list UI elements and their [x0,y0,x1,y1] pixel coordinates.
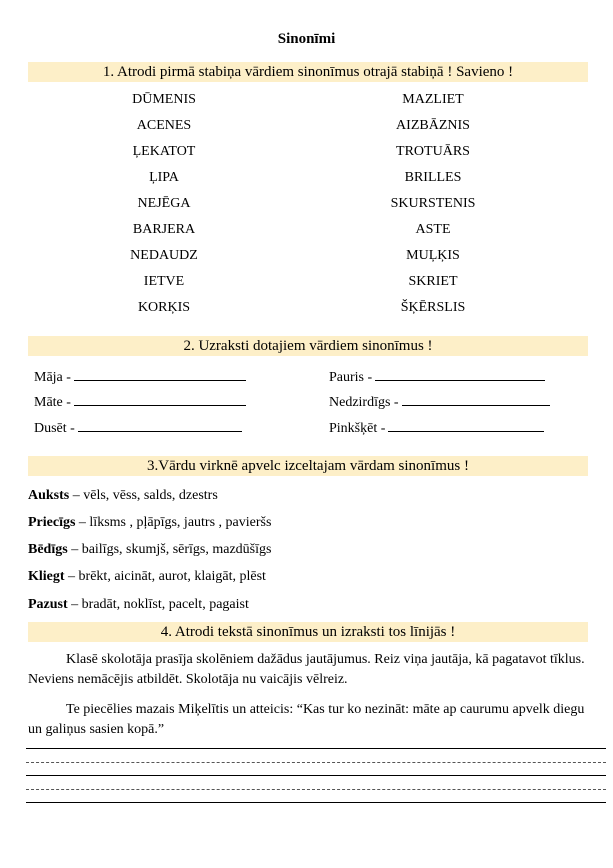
task1-left-word[interactable]: ĻIPA [149,170,179,185]
task3-heading: 3.Vārdu virknē apvelc izceltajam vārdam sinonīmus ! [28,456,588,476]
task2-word: Pinkšķēt - [329,421,386,436]
task1-right-word[interactable]: TROTUĀRS [396,144,470,159]
task1-left-word[interactable]: BARJERA [132,222,196,237]
answer-line[interactable] [78,418,242,432]
task4-heading: 4. Atrodi tekstā sinonīmus un izraksti tos līnijās ! [28,622,588,642]
task2-row [329,367,545,387]
answer-line[interactable] [388,418,544,432]
task1-right-word[interactable]: BRILLES [404,170,462,185]
answer-line[interactable] [74,392,246,406]
task1-right-word[interactable]: ŠĶĒRSLIS [400,300,466,315]
word-options[interactable]: – brēkt, aicināt, aurot, klaigāt, plēst [64,569,266,584]
task1-right-word[interactable]: SKRIET [408,274,458,289]
task2-row [34,392,246,412]
answer-line[interactable] [375,367,545,381]
word-options[interactable]: – līksms , pļāpīgs, jautrs , pavieršs [75,515,272,530]
task1-left-word[interactable]: ACENES [136,118,192,133]
task2-word: Māte - [34,395,71,410]
highlighted-word: Pazust [28,597,68,612]
task1-left-word[interactable]: NEJĒGA [137,196,191,211]
task2-word: Pauris - [329,370,373,385]
task1-left-word[interactable]: KORĶIS [137,300,191,315]
task2-word: Dusēt - [34,421,75,436]
answer-line[interactable] [26,775,606,776]
page-title: Sinonīmi [277,31,336,47]
task2-word: Nedzirdīgs - [329,395,399,410]
task2-row [329,392,550,412]
task2-heading: 2. Uzraksti dotajiem vārdiem sinonīmus ! [28,336,588,356]
text-paragraph: Te piecēlies mazais Miķelītis un atteicis: “Kas tur ko nezināt: māte ap caurumu apvelk diegu un galiņus sasien kopā.” [28,702,585,737]
task1-right-column [333,91,533,325]
highlighted-word: Priecīgs [28,515,76,530]
task1-left-column [64,91,264,325]
answer-line[interactable] [26,802,606,803]
task3-item[interactable] [28,541,271,559]
answer-line-dashed[interactable] [26,762,606,763]
task3-item[interactable] [28,568,266,586]
task1-right-word[interactable]: AIZBĀZNIS [396,118,470,133]
task2-row [34,367,246,387]
answer-line[interactable] [74,367,246,381]
highlighted-word: Kliegt [28,569,65,584]
task3-item[interactable] [28,514,271,532]
task2-word: Māja - [34,370,71,385]
task1-right-word[interactable]: ASTE [415,222,451,237]
task1-left-word[interactable]: ĻEKATOT [132,144,196,159]
word-options[interactable]: – vēls, vēss, salds, dzestrs [69,488,218,503]
task1-right-word[interactable]: MAZLIET [402,92,464,107]
task1-left-word[interactable]: DŪMENIS [132,92,196,107]
answer-line[interactable] [402,392,550,406]
answer-line-dashed[interactable] [26,789,606,790]
word-options[interactable]: – bailīgs, skumjš, sērīgs, mazdūšīgs [67,542,272,557]
task1-left-word[interactable]: IETVE [143,274,185,289]
text-paragraph: Klasē skolotāja prasīja skolēniem dažādus jautājumus. Reiz viņa jautāja, kā pagatavot tīklus. Neviens nemācējis atbildēt. Skolotāja nu vaicājis vēlreiz. [28,652,585,687]
task1-right-word[interactable]: MUĻĶIS [406,248,460,263]
highlighted-word: Bēdīgs [28,542,68,557]
task1-left-word[interactable]: NEDAUDZ [130,248,198,263]
word-options[interactable]: – bradāt, noklīst, pacelt, pagaist [67,597,249,612]
task2-row [34,418,242,438]
task2-row [329,418,544,438]
task1-heading: 1. Atrodi pirmā stabiņa vārdiem sinonīmus otrajā stabiņā ! Savieno ! [28,62,588,82]
task1-right-word[interactable]: SKURSTENIS [390,196,476,211]
highlighted-word: Auksts [28,488,70,503]
answer-line[interactable] [26,748,606,749]
task3-item[interactable] [28,596,249,614]
task3-item[interactable] [28,487,218,505]
